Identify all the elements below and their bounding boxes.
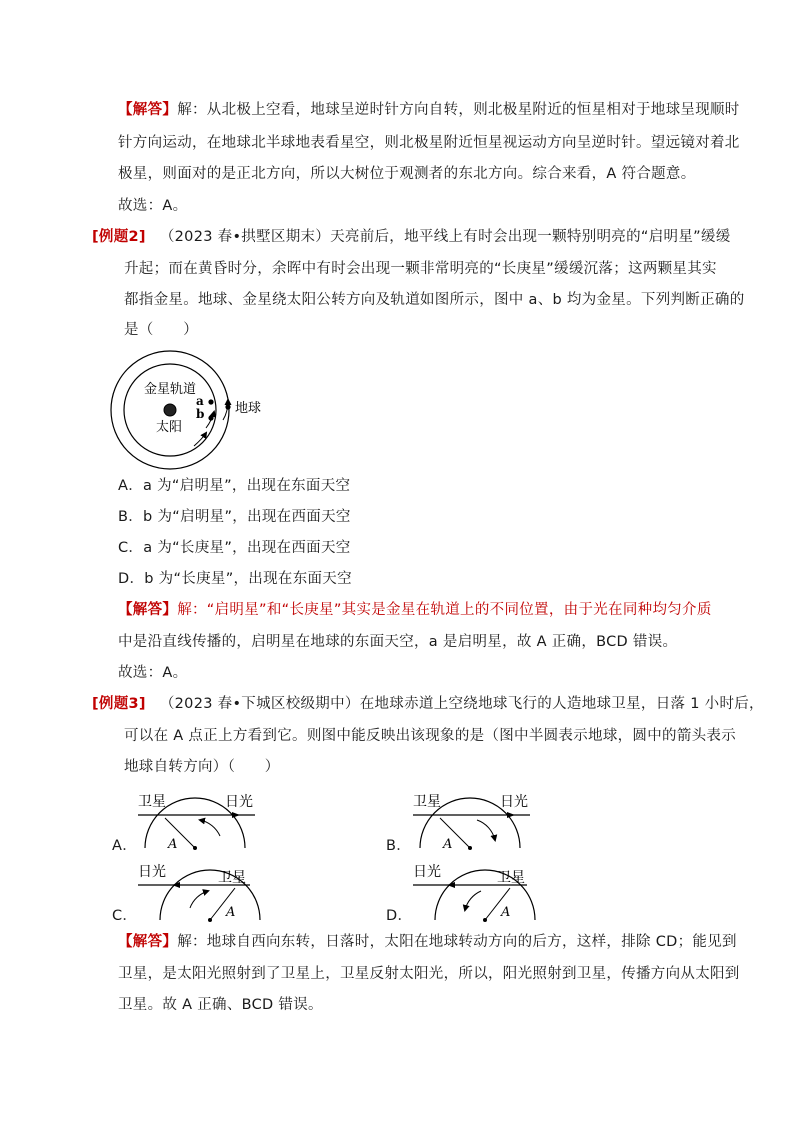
sun	[164, 404, 176, 416]
example-2-line-4: 是（ ）	[124, 322, 198, 338]
point-a-label: A	[226, 905, 236, 920]
sunlight-label: 日光	[413, 864, 441, 880]
earth-label: 地球	[235, 401, 262, 416]
satellite-label: 卫星	[138, 794, 166, 810]
option-b: B．b 为“启明星”，出现在西面天空	[118, 509, 351, 525]
earth-direction-arrow-2	[194, 433, 206, 446]
solution-tag: 【解答】	[118, 602, 178, 618]
rotation-arrow	[477, 820, 495, 840]
example-3-line-2: 可以在 A 点正上方看到它。则图中能反映出该现象的是（图中半圆表示地球，圆中的箭头表示	[124, 728, 737, 744]
solution-2-line-2: 中是沿直线传播的，启明星在地球的东面天空，a 是启明星，故 A 正确，BCD 错误。	[118, 634, 678, 650]
earth-center	[193, 846, 197, 850]
earth-center	[468, 846, 472, 850]
option-d: D．b 为“长庚星”，出现在东面天空	[118, 571, 352, 587]
rotation-arrow	[465, 891, 481, 910]
example-2-line-2: 升起；而在黄昏时分，余晖中有时会出现一颗非常明亮的“长庚星”缓缓沉落；这两颗星其实	[124, 261, 717, 277]
label-a: a	[196, 394, 204, 408]
example-tag: [例题2]	[92, 229, 146, 245]
option-a: A．a 为“启明星”，出现在东面天空	[118, 478, 351, 494]
option-b-label: B．	[386, 838, 412, 854]
solution-text: 解：从北极上空看，地球呈逆时针方向自转，则北极星附近的恒星相对于地球呈现顺时	[177, 102, 740, 118]
satellite-label: 卫星	[218, 870, 246, 886]
point-a-label: A	[168, 837, 178, 852]
solution-1-line-3: 极星，则面对的是正北方向，所以大树位于观测者的东北方向。综合来看，A 符合题意。	[118, 166, 696, 182]
option-c: C．a 为“长庚星”，出现在西面天空	[118, 540, 351, 556]
venus-a	[208, 399, 213, 404]
rotation-arrow	[190, 891, 208, 908]
sunlight-label: 日光	[138, 864, 166, 880]
orbit-figure	[108, 350, 298, 475]
solution-tag: 【解答】	[118, 934, 178, 950]
example-tag: [例题3]	[92, 696, 146, 712]
earth-direction-arrow-1	[223, 400, 228, 420]
satellite-label: 卫星	[497, 870, 525, 886]
solution-text: 解：“启明星”和“长庚星”其实是金星在轨道上的不同位置，由于光在同种均匀介质	[177, 602, 712, 618]
option-a-label: A．	[112, 838, 138, 854]
solution-2-line-1	[118, 600, 712, 620]
sun-label: 太阳	[156, 420, 183, 435]
earth-center	[483, 918, 487, 922]
point-a-label: A	[443, 837, 453, 852]
solution-1-line-2: 针方向运动，在地球北半球地表看星空，则北极星附近恒星视运动方向呈逆时针。望远镜对着北	[118, 135, 740, 151]
sunlight-label: 日光	[500, 794, 528, 810]
solution-tag: 【解答】	[118, 102, 178, 118]
option-c-label: C．	[112, 908, 138, 924]
earth-center	[208, 918, 212, 922]
point-a-label: A	[501, 905, 511, 920]
option-d-label: D．	[386, 908, 413, 924]
example-2-line-1	[92, 227, 731, 247]
example-text: （2023 春•拱墅区期末）天亮前后，地平线上有时会出现一颗特别明亮的“启明星”缓缓	[159, 229, 731, 245]
example-2-line-3: 都指金星。地球、金星绕太阳公转方向及轨道如图所示，图中 a、b 均为金星。下列判断正确的	[124, 292, 745, 308]
label-b: b	[196, 407, 205, 421]
solution-2-answer: 故选：A。	[118, 665, 188, 681]
rotation-arrow	[200, 820, 220, 836]
solution-3-line-1	[118, 932, 737, 952]
solution-3-line-3: 卫星。故 A 正确、BCD 错误。	[118, 997, 323, 1013]
example-3-line-1	[92, 694, 764, 714]
solution-1-line-1	[118, 100, 740, 120]
example-text: （2023 春•下城区校级期中）在地球赤道上空绕地球飞行的人造地球卫星，日落 1 小时后，	[159, 696, 764, 712]
solution-text: 解：地球自西向东转，日落时，太阳在地球转动方向的后方，这样，排除 CD；能见到	[177, 934, 737, 950]
example-3-line-3: 地球自转方向）（ ）	[124, 759, 280, 775]
orbit-label: 金星轨道	[144, 382, 197, 397]
sunlight-label: 日光	[225, 794, 253, 810]
satellite-label: 卫星	[413, 794, 441, 810]
solution-3-line-2: 卫星，是太阳光照射到了卫星上，卫星反射太阳光，所以，阳光照射到卫星，传播方向从太阳到	[118, 966, 740, 982]
solution-1-answer: 故选：A。	[118, 198, 188, 214]
